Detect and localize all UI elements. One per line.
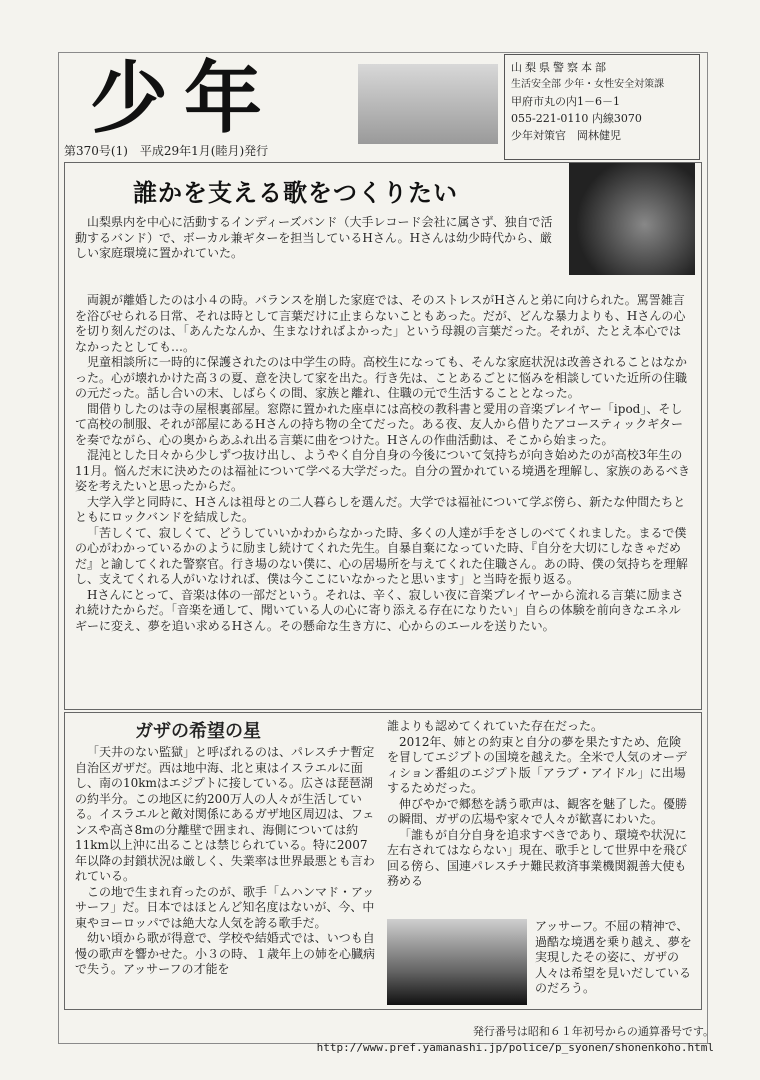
- publisher-line: 生活安全部 少年・女性安全対策課: [511, 79, 665, 90]
- publisher-line: 山梨県警察本部: [511, 61, 609, 74]
- mountain-photo: [358, 64, 498, 144]
- footer-note: 発行番号は昭和６１年初号からの通算番号です。: [472, 1025, 714, 1038]
- paragraph: 両親が離婚したのは小４の時。バランスを崩した家庭では、そのストレスがHさんと弟に向けられた。罵詈雑言を浴びせられる日常、それは時として言葉だけに止まらないこともあった。だが、どんな暴力よりも、Hさんの心を切り刻んだのは、「あんたなんか、生まなければよかった」という母親の言葉だった。それが、たとえ本心ではなかったとしても…。: [75, 293, 686, 354]
- paragraph: 「誰もが自分自身を追求すべきであり、環境や状況に左右されてはならない」現在、歌手として世界中を飛び回る傍ら、国連パレスチナ難民救済事業機関親善大使も務める: [387, 827, 688, 888]
- publisher-line: 055-221-0110 内線3070: [511, 112, 642, 125]
- article-gaza: [64, 712, 702, 1010]
- paragraph: 間借りしたのは寺の屋根裏部屋。窓際に置かれた座卓には高校の教科書と愛用の音楽プレイヤー「ipod」、そして高校の制服、それが部屋にあるHさんの持ち物の全てだった。ある夜、友人から借りたアコースティックギターを奏でながら、心の奥からあふれ出る言葉に曲をつけた。Hさんの作曲活動は、そこから始まった。: [75, 401, 683, 447]
- publisher-info: [504, 54, 700, 160]
- paragraph: Hさんにとって、音楽は体の一部だという。それは、辛く、寂しい夜に音楽プレイヤーから流れる言葉に励まされ続けたからだ。「音楽を通して、聞いている人の心に寄り添える存在になりたい」自らの体験を前向きなエネルギーに変え、夢を追い求めるHさん。その懸命な生き方に、心からのエールを送りたい。: [75, 587, 684, 633]
- paragraph: この地で生まれ育ったのが、歌手「ムハンマド・アッサーフ」だ。日本ではほとんど知名度はないが、今、中東やヨーロッパでは絶大な人気を誇る歌手だ。: [75, 884, 375, 930]
- article-column-left: [75, 745, 377, 978]
- guitar-photo: [569, 163, 695, 275]
- footer: [264, 1024, 714, 1056]
- paragraph: 大学入学と同時に、Hさんは祖母との二人暮らしを選んだ。大学では福祉について学ぶ傍ら、新たな仲間たちとともにロックバンドを結成した。: [75, 494, 686, 524]
- concert-crowd-photo: [387, 919, 527, 1005]
- publisher-line: 少年対策官 岡林健児: [511, 129, 621, 142]
- paragraph: 幼い頃から歌が得意で、学校や結婚式では、いつも自慢の歌声を響かせた。小３の時、１歳年上の姉を心臓病で失う。アッサーフの才能を: [75, 931, 376, 976]
- newsletter-title: 少年: [90, 53, 279, 144]
- masthead: [60, 54, 704, 162]
- paragraph: 2012年、姉との約束と自分の夢を果たすため、危険を冒してエジプトの国境を越えた。全米で人気のオーディション番組のエジプト版「アラブ・アイドル」に出場するためだった。: [387, 734, 688, 795]
- article-headline: ガザの希望の星: [135, 721, 261, 742]
- paragraph: 山梨県内を中心に活動するインディーズバンド（大手レコード会社に属さず、独自で活動するバンド）で、ボーカル兼ギターを担当しているHさん。Hさんは幼少時代から、厳しい家庭環境に置かれていた。: [75, 215, 553, 260]
- paragraph: 混沌とした日々から少しずつ抜け出し、ようやく自分自身の今後について気持ちが向き始めたのが高校3年生の11月。悩んだ末に決めたのは福祉について学べる大学だった。自分の置かれている境遇を理解し、家族のあるべき姿を考えたいと思ったからだ。: [75, 448, 691, 493]
- article-body: [75, 293, 691, 634]
- article-song: [64, 162, 702, 710]
- article-headline: 誰かを支える歌をつくりたい: [133, 179, 458, 207]
- paragraph: 「天井のない監獄」と呼ばれるのは、パレスチナ暫定自治区ガザだ。西は地中海、北と東はイスラエルに面し、南の10kmはエジプトに接している。広さは琵琶湖の約半分。この地区に約200万人の人々が生活している。イスラエルと敵対関係にあるガザ地区周辺は、フェンスや高さ8mの分離壁で囲まれ、海側については約11km以上沖に出ることは禁じられている。特に2007年以降の封鎖状況は厳しく、失業率は世界最悪とも言われている。: [75, 745, 375, 883]
- article-column-right: [387, 719, 693, 890]
- paragraph: 「苦しくて、寂しくて、どうしていいかわからなかった時、多くの人達が手をさしのべてくれました。まるで僕の心がわかっているかのように励まし続けてくれた先生。自暴自棄になっていた時、『自分を大切にしなきゃだめだ』と諭してくれた警察官。行き場のない僕に、心の居場所を与えてくれた住職さん。あの時、僕の気持ちを理解し、支えてくれる人がいなければ、僕は今ここにいなかったと思います」と当時を振り返る。: [75, 525, 688, 586]
- article-column-right-end: アッサーフ。不屈の精神で、過酷な境遇を乗り越え、夢を実現したその姿に、ガザの人々は希望を見いだしているのだろう。: [535, 919, 692, 995]
- paragraph: 伸びやかで郷愁を誘う歌声は、観客を魅了した。優勝の瞬間、ガザの広場や家々で人々が歓喜にわいた。: [387, 796, 688, 826]
- issue-info: 第370号(1) 平成29年1月(睦月)発行: [64, 144, 269, 158]
- publisher-line: 甲府市丸の内1－6－1: [511, 95, 620, 108]
- paragraph: 誰よりも認めてくれていた存在だった。: [387, 719, 604, 733]
- paragraph: 児童相談所に一時的に保護されたのは中学生の時。高校生になっても、そんな家庭状況は改善されることはなかった。心が壊れかけた高３の夏、意を決して家を出た。行き先は、ことあるごとに悩みを相談していた近所の住職の元だった。話し合いの末、しばらくの間、家族と離れ、住職の元で生活することとなった。: [75, 355, 688, 400]
- article-body-top: [75, 215, 561, 262]
- footer-url[interactable]: http://www.pref.yamanashi.jp/police/p_syonen/shonenkoho.html: [316, 1041, 714, 1054]
